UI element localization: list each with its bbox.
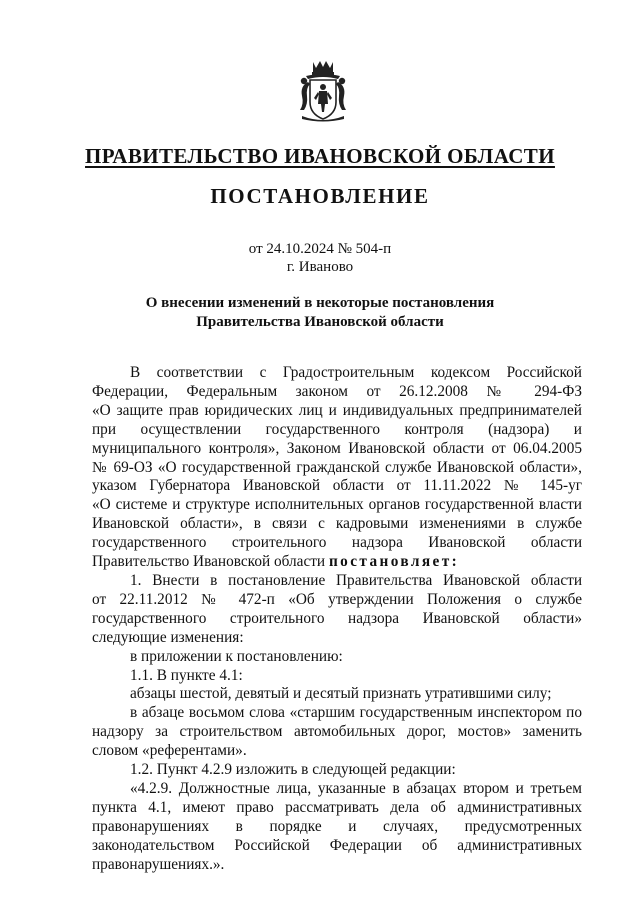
body-line bbox=[92, 553, 582, 572]
body-line: в абзаце восьмом слова «старшим государственным инспектором по bbox=[130, 704, 582, 722]
body-line: В соответствии с Градостроительным кодексом Российской bbox=[130, 364, 582, 381]
body-line: 1.2. Пункт 4.2.9 изложить в следующей редакции: bbox=[130, 761, 456, 779]
body-line: правонарушениях.». bbox=[92, 855, 225, 873]
document-date-number: от 24.10.2024 № 504-п bbox=[248, 241, 392, 257]
body-line: «О системе и структуре исполнительных органов государственной власти bbox=[92, 496, 582, 514]
body-line: при осуществлении государственного контроля (надзора) и bbox=[92, 420, 582, 438]
body-line: № 69-ОЗ «О государственной гражданской службе Ивановской области», bbox=[92, 458, 582, 476]
document-city: г. Иваново bbox=[286, 259, 354, 275]
document-body bbox=[92, 364, 582, 874]
subject-line: О внесении изменений в некоторые постановления bbox=[145, 295, 495, 311]
body-line: надзору за строительством автомобильных дорог, мостов» заменить bbox=[92, 723, 582, 741]
body-line: Ивановской области», в связи с кадровыми изменениями в службе bbox=[92, 515, 582, 533]
body-line: законодательством Российской Федерации об административных bbox=[92, 836, 582, 854]
body-line: государственного строительного надзора Ивановской области bbox=[92, 534, 582, 552]
decree-subject: Правительство Ивановской области bbox=[92, 553, 326, 571]
coat-of-arms-icon bbox=[294, 58, 352, 124]
body-line: Федерации, Федеральным законом от 26.12.2008 № 294-ФЗ bbox=[92, 382, 582, 400]
body-line: следующие изменения: bbox=[92, 628, 244, 646]
body-line: правонарушениях в порядке и случаях, предусмотренных bbox=[92, 817, 582, 835]
subject-line: Правительства Ивановской области bbox=[196, 314, 444, 330]
body-line: указом Губернатора Ивановской области от 11.11.2022 № 145-уг bbox=[92, 477, 582, 495]
body-line: в приложении к постановлению: bbox=[130, 647, 343, 665]
body-line: «4.2.9. Должностные лица, указанные в абзацах втором и третьем bbox=[130, 779, 582, 797]
body-line: словом «референтами». bbox=[92, 742, 247, 760]
body-line: 1. Внести в постановление Правительства Ивановской области bbox=[130, 571, 582, 589]
government-title: ПРАВИТЕЛЬСТВО ИВАНОВСКОЙ ОБЛАСТИ bbox=[85, 144, 555, 168]
body-line: от 22.11.2012 № 472-п «Об утверждении Положения о службе bbox=[92, 590, 582, 608]
body-line: абзацы шестой, девятый и десятый признать утратившими силу; bbox=[130, 685, 552, 703]
decree-word: постановляет: bbox=[328, 553, 460, 571]
body-line: 1.1. В пункте 4.1: bbox=[130, 666, 243, 684]
document-type: ПОСТАНОВЛЕНИЕ bbox=[210, 184, 430, 208]
document-subject bbox=[0, 294, 640, 332]
body-line: муниципального контроля», Законом Ивановской области от 06.04.2005 bbox=[92, 439, 582, 457]
body-line: государственного строительного надзора Ивановской области» bbox=[92, 609, 582, 627]
body-line: пункта 4.1, имеют право рассматривать дела об административных bbox=[92, 798, 582, 816]
body-line: «О защите прав юридических лиц и индивидуальных предпринимателей bbox=[92, 401, 582, 419]
